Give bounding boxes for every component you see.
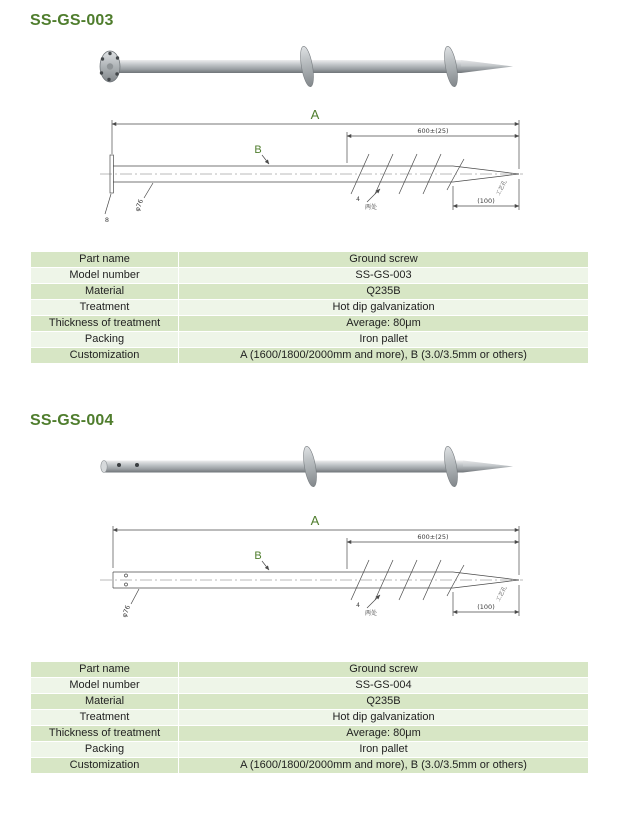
- spec-label: Packing: [31, 742, 179, 758]
- spec-label: Customization: [31, 348, 179, 364]
- note-places-label: 两处: [364, 204, 377, 211]
- table-row: [31, 252, 589, 268]
- product-photo: [95, 42, 525, 92]
- product-photo: [95, 442, 525, 492]
- spec-label: Treatment: [31, 300, 179, 316]
- spec-label: Thickness of treatment: [31, 316, 179, 332]
- dim-b-label: B: [253, 144, 262, 156]
- table-row: [31, 348, 589, 364]
- note-qty-label: 4: [355, 196, 360, 203]
- spec-value: Q235B: [179, 284, 589, 300]
- spec-value: Q235B: [179, 694, 589, 710]
- spec-value: Average: 80μm: [179, 316, 589, 332]
- spec-table: [30, 661, 589, 774]
- table-row: [31, 710, 589, 726]
- table-row: [31, 268, 589, 284]
- tip-length-label: (100): [476, 603, 495, 611]
- table-row: [31, 742, 589, 758]
- table-row: [31, 758, 589, 774]
- plate-thickness-label: 8: [104, 216, 109, 224]
- spec-label: Packing: [31, 332, 179, 348]
- spec-value: A (1600/1800/2000mm and more), B (3.0/3.5mm or others): [179, 758, 589, 774]
- spec-label: Customization: [31, 758, 179, 774]
- ground-screw-photo: [95, 42, 525, 92]
- table-row: [31, 726, 589, 742]
- spec-label: Part name: [31, 252, 179, 268]
- spec-value: Iron pallet: [179, 332, 589, 348]
- dim-b-label: B: [253, 550, 262, 562]
- spec-value: Iron pallet: [179, 742, 589, 758]
- spec-value: Ground screw: [179, 662, 589, 678]
- product-section-ss-gs-004: [30, 412, 589, 774]
- dim-a-label: A: [310, 513, 319, 528]
- table-row: [31, 332, 589, 348]
- spec-value: SS-GS-004: [179, 678, 589, 694]
- technical-drawing: [95, 512, 525, 647]
- spec-label: Material: [31, 694, 179, 710]
- dim-600-label: 600±(25): [416, 533, 449, 541]
- note-places-label: 两处: [364, 610, 377, 617]
- table-row: [31, 678, 589, 694]
- tip-length-label: (100): [476, 197, 495, 205]
- table-row: [31, 694, 589, 710]
- product-title: SS-GS-003: [30, 12, 114, 29]
- spec-value: A (1600/1800/2000mm and more), B (3.0/3.5mm or others): [179, 348, 589, 364]
- spec-label: Part name: [31, 662, 179, 678]
- ground-screw-drawing: [95, 106, 525, 241]
- spec-table: [30, 251, 589, 364]
- tip-note-label: 工艺孔: [494, 179, 509, 197]
- spec-label: Treatment: [31, 710, 179, 726]
- table-row: [31, 316, 589, 332]
- spec-value: Average: 80μm: [179, 726, 589, 742]
- technical-drawing: [95, 106, 525, 241]
- product-section-ss-gs-003: [30, 12, 589, 364]
- dim-600-label: 600±(25): [416, 127, 449, 135]
- spec-label: Model number: [31, 268, 179, 284]
- spec-label: Material: [31, 284, 179, 300]
- diameter-label: φ76: [132, 198, 145, 213]
- ground-screw-drawing: [95, 512, 525, 647]
- table-row: [31, 662, 589, 678]
- spec-value: Hot dip galvanization: [179, 710, 589, 726]
- product-title: SS-GS-004: [30, 412, 114, 429]
- spec-label: Thickness of treatment: [31, 726, 179, 742]
- ground-screw-photo: [95, 442, 525, 492]
- dim-a-label: A: [310, 107, 319, 122]
- spec-label: Model number: [31, 678, 179, 694]
- spec-value: Hot dip galvanization: [179, 300, 589, 316]
- table-row: [31, 300, 589, 316]
- spec-value: SS-GS-003: [179, 268, 589, 284]
- spec-value: Ground screw: [179, 252, 589, 268]
- diameter-label: φ76: [119, 604, 132, 619]
- note-qty-label: 4: [355, 602, 360, 609]
- table-row: [31, 284, 589, 300]
- tip-note-label: 工艺孔: [494, 585, 509, 603]
